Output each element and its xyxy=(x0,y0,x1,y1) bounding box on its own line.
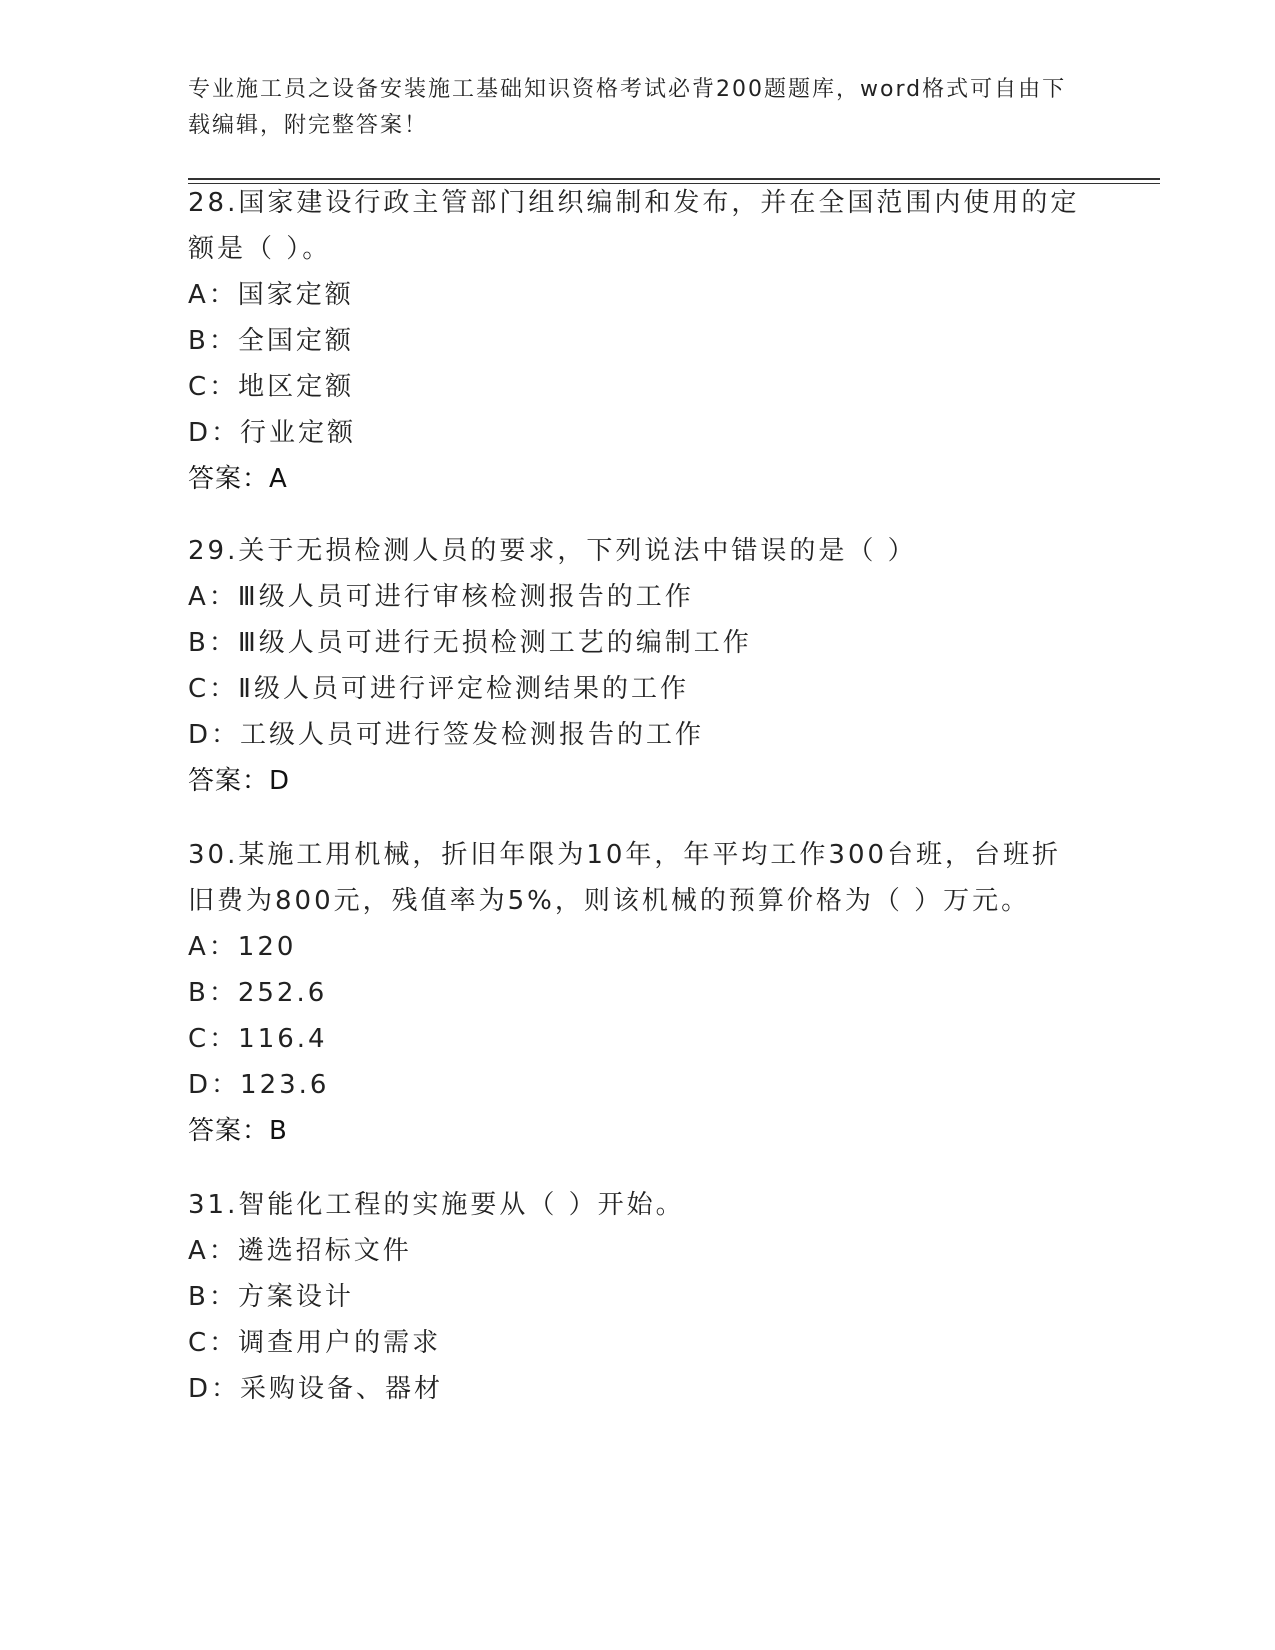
option-d: D：123.6 xyxy=(188,1070,330,1100)
option-b: B：全国定额 xyxy=(188,326,354,356)
answer-line: 答案：A xyxy=(188,464,288,494)
option-c: C：Ⅱ级人员可进行评定检测结果的工作 xyxy=(188,674,689,704)
question-stem: 31.智能化工程的实施要从（ ）开始。 xyxy=(188,1190,685,1220)
option-b: B：方案设计 xyxy=(188,1282,354,1312)
option-a: A：国家定额 xyxy=(188,280,354,310)
option-d: D：采购设备、器材 xyxy=(188,1374,444,1404)
option-d: D：行业定额 xyxy=(188,418,357,448)
option-a: A：遴选招标文件 xyxy=(188,1236,412,1266)
question-stem: 29.关于无损检测人员的要求，下列说法中错误的是（ ） xyxy=(188,536,917,566)
answer-line: 答案：B xyxy=(188,1116,288,1146)
question-31 xyxy=(188,1182,1088,1412)
option-c: C：地区定额 xyxy=(188,372,355,402)
question-stem: 30.某施工用机械，折旧年限为10年，年平均工作300台班，台班折旧费为800元，残值率为5%，则该机械的预算价格为（ ）万元。 xyxy=(188,840,1062,916)
option-a: A：120 xyxy=(188,932,297,962)
question-stem: 28.国家建设行政主管部门组织编制和发布，并在全国范围内使用的定额是（ ）。 xyxy=(188,188,1080,264)
option-b: B：Ⅲ级人员可进行无损检测工艺的编制工作 xyxy=(188,628,752,658)
answer-line: 答案：D xyxy=(188,766,291,796)
question-30 xyxy=(188,832,1088,1154)
question-28 xyxy=(188,180,1088,502)
option-c: C：116.4 xyxy=(188,1024,328,1054)
option-b: B：252.6 xyxy=(188,978,328,1008)
option-a: A：Ⅲ级人员可进行审核检测报告的工作 xyxy=(188,582,694,612)
option-c: C：调查用户的需求 xyxy=(188,1328,442,1358)
document-header: 专业施工员之设备安装施工基础知识资格考试必背200题题库，word格式可自由下载编辑，附完整答案！ xyxy=(188,77,1067,138)
option-d: D：工级人员可进行签发检测报告的工作 xyxy=(188,720,705,750)
question-29 xyxy=(188,528,1088,804)
